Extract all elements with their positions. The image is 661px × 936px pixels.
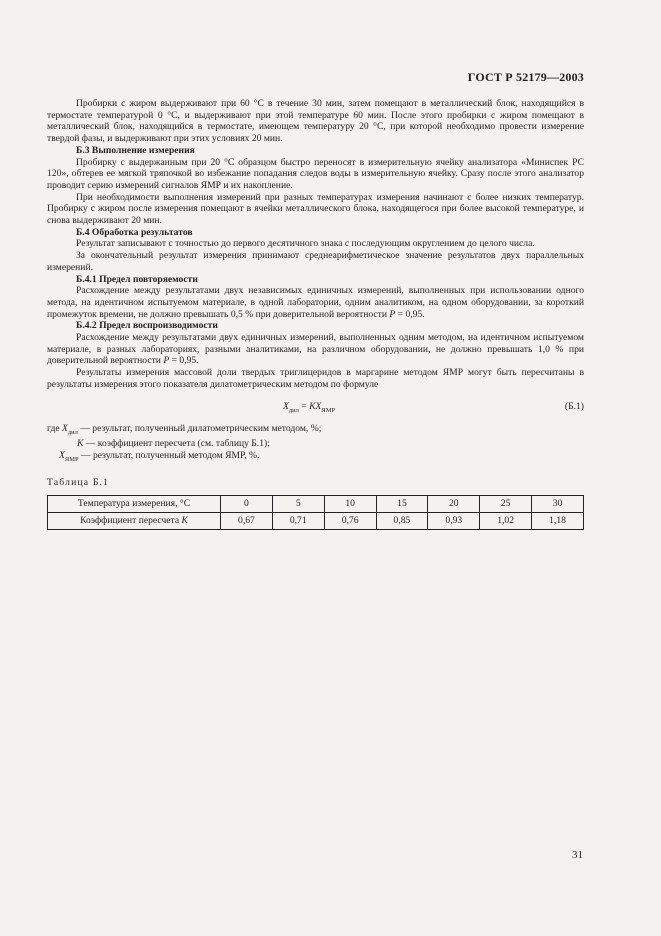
formula-b1: [47, 397, 584, 423]
paragraph: Пробирки с жиром выдерживают при 60 °С в течение 30 мин, затем помещают в металлический блок, находящийся в термостате температурой 0 °С, и выдерживают при этой температуре 60 мин. После этого пробирки с жиром помещают в металлический блок, находящийся в термостате, имеющем температуру 20 °С, при которой необходимо провести измерение твердой фазы, и выдерживают при этих условиях 20 мин.: [47, 98, 584, 145]
where-text: — коэффициент пересчета (см. таблицу Б.1);: [83, 438, 270, 450]
table-cell: 0,71: [272, 513, 324, 530]
subscript-dil: дил: [67, 428, 78, 436]
paragraph-text: = 0,95.: [395, 308, 425, 320]
table-cell: 0,76: [324, 513, 376, 530]
where-line: [47, 450, 584, 466]
paragraph: [47, 285, 584, 320]
subscript-nmr: ЯМР: [321, 406, 336, 414]
table-cell: 0,93: [428, 513, 480, 530]
table-cell: 15: [376, 496, 428, 513]
paragraph: Результат записывают с точностью до первого десятичного знака с последующим округлением до целого числа.: [76, 238, 535, 250]
document-header: ГОСТ Р 52179—2003: [467, 70, 584, 84]
variable-k: K: [77, 438, 84, 450]
paragraph: За окончательный результат измерения принимают среднеарифметическое значение результатов двух параллельных измерений.: [47, 250, 584, 273]
paragraph: При необходимости выполнения измерений при разных температурах измерения начинают с более низких температур. Пробирку с жиром после измерения помещают в ячейки металлического блока, находящегося при более высокой температуре, и снова выдерживают 20 мин.: [47, 191, 584, 227]
document-body: [47, 98, 584, 530]
row-label-text: Коэффициент пересчета: [80, 515, 182, 527]
table-row: [48, 513, 584, 530]
section-heading: Б.4.1 Предел повторяемости: [76, 273, 198, 285]
table-row: [48, 496, 584, 513]
section-heading: Б.4.2 Предел воспроизводимости: [76, 320, 218, 332]
paragraph-text: Расхождение между результатами двух независимых единичных измерений, выполненных при использовании одного метода, на идентичном испытуемом материале, в одной лаборатории, одним аналитиком, на одном оборудовании, за короткий промежуток времени, не должно превышать 0,5 % при доверительной вероятности: [47, 285, 584, 320]
variable-k: K: [181, 515, 188, 527]
where-prefix: где: [47, 422, 62, 434]
table-cell: 5: [272, 496, 324, 513]
where-line: [47, 423, 584, 439]
table-cell: 0,85: [376, 513, 428, 530]
table-cell: 0: [221, 496, 273, 513]
section-heading: Б.4 Обработка результатов: [76, 226, 193, 238]
table-cell: 25: [480, 496, 532, 513]
equals-sign: =: [298, 400, 310, 412]
table-title: Таблица Б.1: [47, 476, 110, 488]
subscript-dil: дил: [288, 406, 299, 414]
table-header-cell: [48, 513, 221, 530]
paragraph: [47, 332, 584, 367]
variable-p: P: [163, 355, 170, 367]
paragraph-text: = 0,95.: [169, 355, 199, 367]
formula-number: (Б.1): [564, 400, 584, 412]
formula-expression: [283, 401, 335, 417]
section-heading: Б.3 Выполнение измерения: [76, 144, 195, 156]
table-cell: 1,18: [532, 513, 584, 530]
variable-x: X: [62, 422, 68, 434]
table-cell: 1,02: [480, 513, 532, 530]
subscript-nmr: ЯМР: [64, 455, 79, 463]
paragraph: Результаты измерения массовой доли твердых триглицеридов в маргарине методом ЯМР могут быть пересчитаны в результаты измерения этого показателя дилатометрическим методом по формуле: [47, 367, 584, 390]
variable-kx: KX: [309, 400, 322, 412]
table-cell: 30: [532, 496, 584, 513]
variable-p: P: [389, 308, 396, 320]
table-cell: 0,67: [221, 513, 273, 530]
where-text: — результат, полученный методом ЯМР, %.: [78, 449, 260, 461]
paragraph: Пробирку с выдержанным при 20 °С образцом быстро переносят в измерительную ячейку анализатора «Миниспек РС 120», обтерев ее мягкой тряпочкой во избежание попадания следов воды в измерительную ячейку. Сразу после этого анализатор проводит серию измерений сигналов ЯМР и их накопление.: [47, 156, 584, 191]
table-cell: 20: [428, 496, 480, 513]
where-line: [47, 438, 584, 450]
paragraph-text: Расхождение между результатами двух единичных измерений, выполненных одним методом, на идентичном испытуемом материале, в разных лабораториях, разными аналитиками, на различном оборудовании, не должно превышать 1,0 % при доверительной вероятности: [47, 332, 584, 367]
page-number: 31: [572, 849, 583, 861]
variable-x: X: [283, 400, 289, 412]
table-cell: 10: [324, 496, 376, 513]
variable-x: X: [59, 449, 65, 461]
where-text: — результат, полученный дилатометрическим методом, %;: [77, 422, 322, 434]
table-header-cell: Температура измерения, °С: [48, 496, 221, 513]
conversion-table: [47, 495, 584, 530]
